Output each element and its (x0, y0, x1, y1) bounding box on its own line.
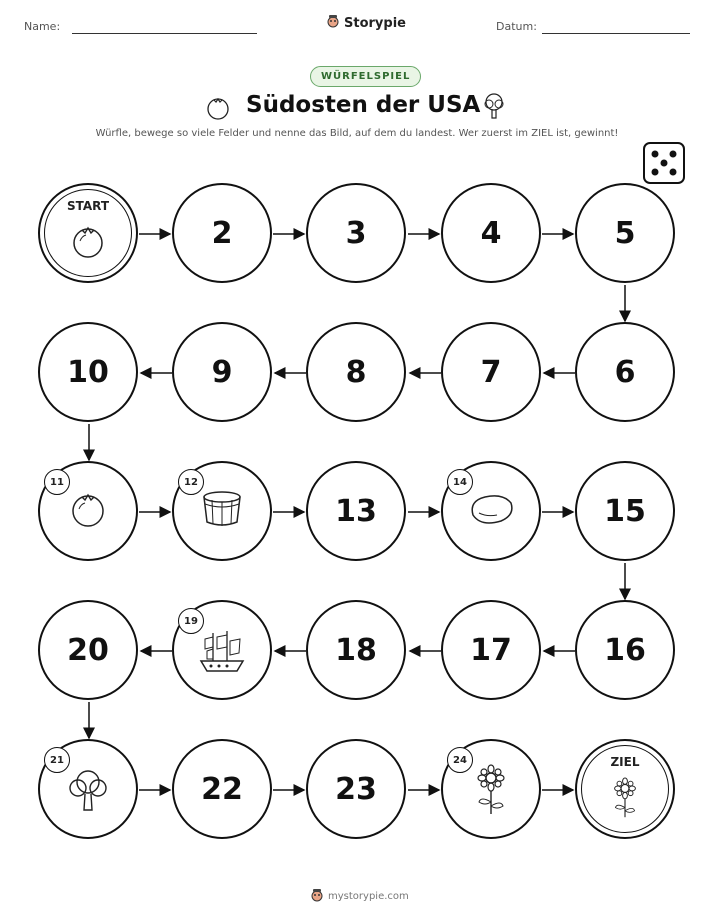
cell-number: 5 (614, 215, 636, 251)
start-cell (38, 183, 138, 283)
brand-name: Storypie (344, 15, 406, 31)
cell-number: 16 (604, 632, 646, 668)
board-cell-15 (575, 461, 675, 561)
footer (310, 888, 409, 905)
cell-number-badge: 14 (447, 469, 473, 495)
date-label: Datum: (496, 20, 537, 33)
potato-icon (467, 491, 515, 531)
board-cell-14 (441, 461, 541, 561)
cell-number: 15 (604, 493, 646, 529)
cell-number: 10 (67, 354, 109, 390)
board-cell-6 (575, 322, 675, 422)
start-label: START (66, 199, 110, 213)
cell-number-badge: 21 (44, 747, 70, 773)
board-cell-2 (172, 183, 272, 283)
board-cell-19 (172, 600, 272, 700)
cell-number: 4 (480, 215, 502, 251)
tree-icon (66, 766, 110, 818)
blueberry-icon (67, 488, 109, 534)
cell-number: 8 (345, 354, 367, 390)
name-label: Name: (24, 20, 61, 33)
cell-number: 17 (470, 632, 512, 668)
cell-number-badge: 11 (44, 469, 70, 495)
cell-number: 3 (345, 215, 367, 251)
game-type-badge: WÜRFELSPIEL (310, 66, 421, 87)
board-cell-18 (306, 600, 406, 700)
drum-icon (199, 488, 245, 534)
cell-number: 2 (211, 215, 233, 251)
board-cell-23 (306, 739, 406, 839)
finish-cell (575, 739, 675, 839)
board-cell-8 (306, 322, 406, 422)
board-cell-11 (38, 461, 138, 561)
board-cell-12 (172, 461, 272, 561)
board-cell-22 (172, 739, 272, 839)
cell-number: 7 (480, 354, 502, 390)
board-cell-7 (441, 322, 541, 422)
board-cell-3 (306, 183, 406, 283)
board-cell-10 (38, 322, 138, 422)
board-cell-21 (38, 739, 138, 839)
cell-number: 20 (67, 632, 109, 668)
board-cell-24 (441, 739, 541, 839)
cell-number: 13 (335, 493, 377, 529)
cell-number: 18 (335, 632, 377, 668)
cell-number-badge: 12 (178, 469, 204, 495)
storypie-mascot-icon (310, 888, 324, 905)
board-cell-20 (38, 600, 138, 700)
cell-number-badge: 19 (178, 608, 204, 634)
cell-number: 22 (201, 771, 243, 807)
cell-number: 6 (614, 354, 636, 390)
cell-number-badge: 24 (447, 747, 473, 773)
page-title: Südosten der USA (246, 92, 481, 118)
finish-label: ZIEL (610, 755, 640, 769)
footer-url[interactable]: mystorypie.com (328, 891, 409, 902)
board-cell-17 (441, 600, 541, 700)
cell-number: 9 (211, 354, 233, 390)
board-cell-9 (172, 322, 272, 422)
board-cell-4 (441, 183, 541, 283)
board-cell-5 (575, 183, 675, 283)
cell-number: 23 (335, 771, 377, 807)
board-cell-13 (306, 461, 406, 561)
sunflower-icon (471, 764, 511, 820)
board-cell-16 (575, 600, 675, 700)
ship-icon (197, 629, 247, 679)
instructions: Würfle, bewege so viele Felder und nenne das Bild, auf dem du landest. Wer zuerst im ZIEL ist, gewinnt! (95, 128, 619, 139)
